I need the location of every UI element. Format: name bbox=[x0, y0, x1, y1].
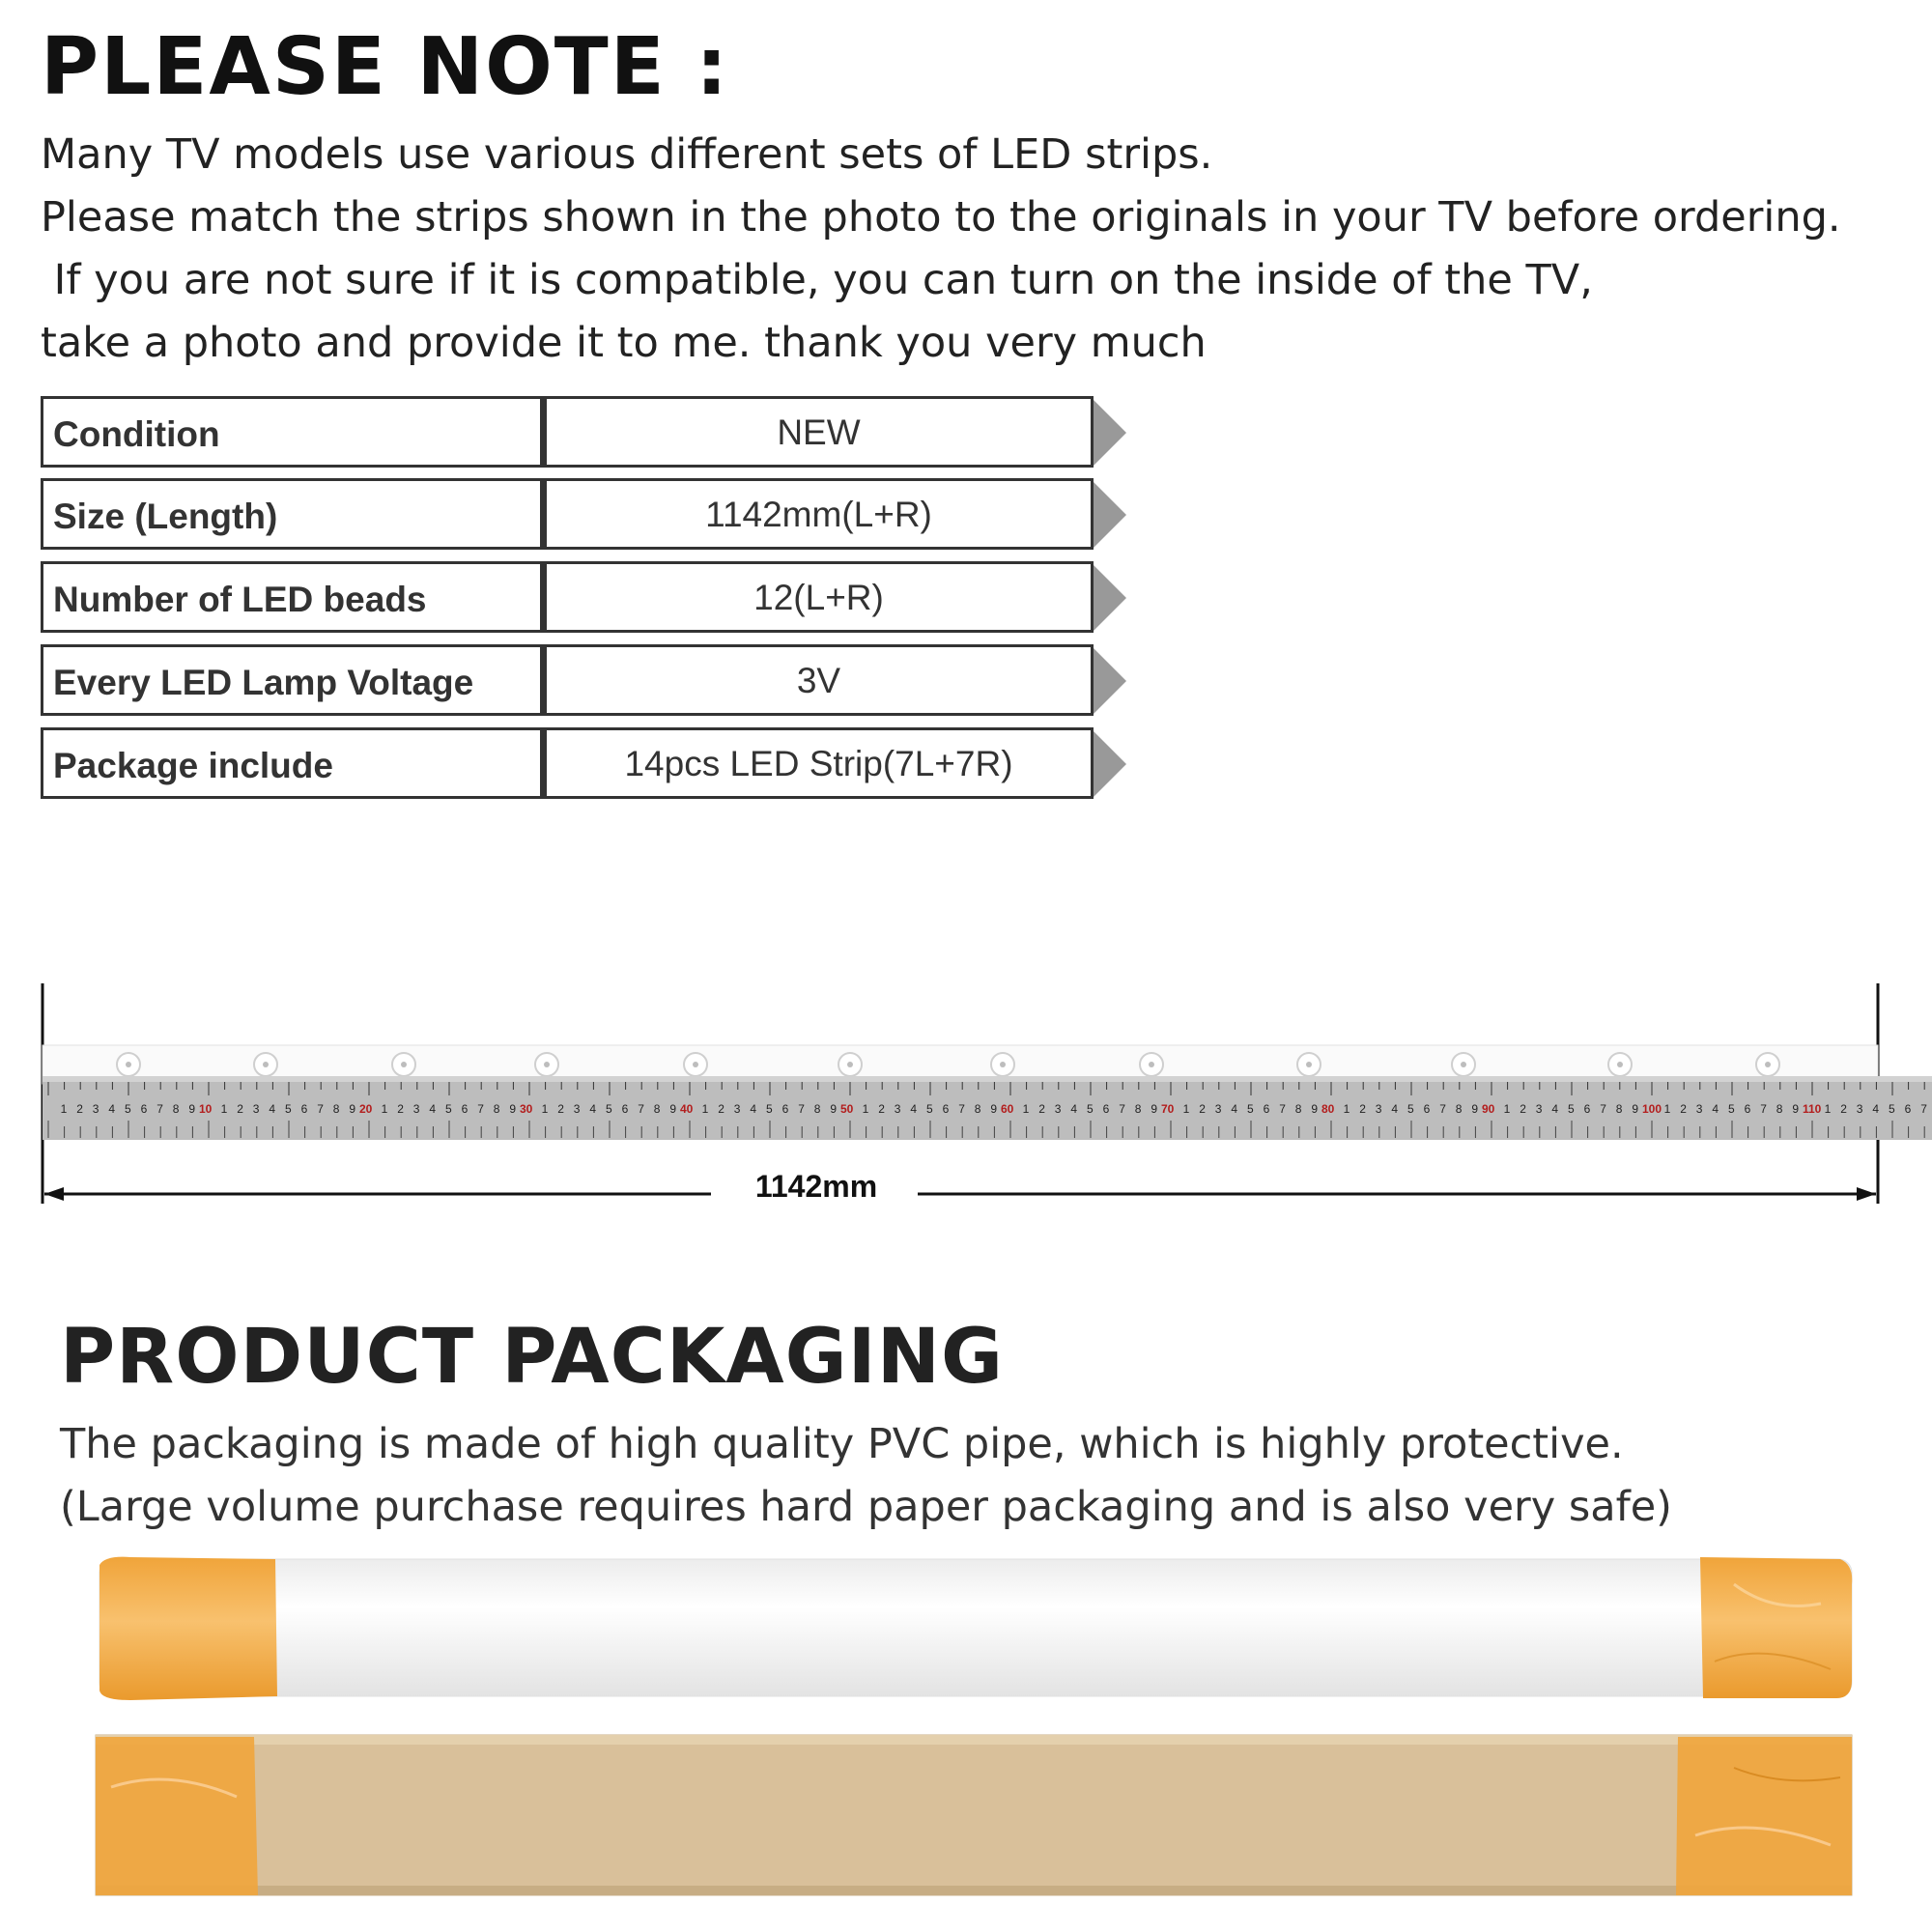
ruler-major-label: 70 bbox=[1161, 1102, 1175, 1116]
ruler-digit: 3 bbox=[1856, 1102, 1863, 1116]
ruler-digit: 2 bbox=[237, 1102, 243, 1116]
ruler-digit: 6 bbox=[1423, 1102, 1431, 1116]
ruler-digit: 9 bbox=[188, 1102, 196, 1116]
ruler-digit: 5 bbox=[766, 1102, 773, 1116]
tape-left bbox=[96, 1737, 258, 1895]
ruler-digit: 1 bbox=[541, 1102, 549, 1116]
ruler-digit: 7 bbox=[156, 1102, 163, 1116]
ruler-major-label: 110 bbox=[1803, 1102, 1822, 1116]
ruler-digit: 3 bbox=[1375, 1102, 1382, 1116]
ruler-digit: 3 bbox=[412, 1102, 420, 1116]
ruler-major-label: 100 bbox=[1642, 1102, 1662, 1116]
ruler-digit: 7 bbox=[1279, 1102, 1286, 1116]
arrow-icon bbox=[1094, 482, 1126, 548]
spec-value: 3V bbox=[543, 644, 1094, 716]
ruler-digit: 9 bbox=[1151, 1102, 1158, 1116]
ruler-digit: 9 bbox=[1311, 1102, 1319, 1116]
ruler-digit: 1 bbox=[1503, 1102, 1511, 1116]
steel-ruler bbox=[43, 1076, 1932, 1140]
ruler-major-label: 20 bbox=[359, 1102, 373, 1116]
ruler-major-label: 40 bbox=[680, 1102, 694, 1116]
arrow-icon bbox=[1094, 648, 1126, 714]
ruler-digit: 6 bbox=[300, 1102, 308, 1116]
spec-label: Size (Length) bbox=[41, 478, 543, 550]
spec-value: 12(L+R) bbox=[543, 561, 1094, 633]
ruler-digit: 5 bbox=[1568, 1102, 1575, 1116]
ruler-digit: 2 bbox=[878, 1102, 885, 1116]
ruler-digit: 7 bbox=[638, 1102, 644, 1116]
ruler-digit: 8 bbox=[653, 1102, 661, 1116]
led-bead-center bbox=[126, 1062, 131, 1067]
packaging-line-2: (Large volume purchase requires hard paper packaging and is also very safe) bbox=[60, 1483, 1672, 1531]
arrow-icon bbox=[1094, 731, 1126, 797]
ruler-digit: 8 bbox=[974, 1102, 981, 1116]
ruler-digit: 5 bbox=[1407, 1102, 1414, 1116]
spec-label: Number of LED beads bbox=[41, 561, 543, 633]
product-packaging-title: PRODUCT PACKAGING bbox=[60, 1314, 1004, 1401]
note-line-3: If you are not sure if it is compatible, you can turn on the inside of the TV, bbox=[41, 256, 1593, 304]
ruler-digit: 9 bbox=[990, 1102, 998, 1116]
ruler-digit: 8 bbox=[1455, 1102, 1463, 1116]
ruler-digit: 5 bbox=[1247, 1102, 1254, 1116]
ruler-digit: 7 bbox=[958, 1102, 965, 1116]
ruler-major-label: 30 bbox=[520, 1102, 533, 1116]
ruler-digit: 1 bbox=[60, 1102, 68, 1116]
spec-row-voltage bbox=[41, 644, 1084, 722]
ruler-digit: 2 bbox=[1359, 1102, 1366, 1116]
ruler-digit: 3 bbox=[573, 1102, 581, 1116]
ruler-digit: 4 bbox=[1391, 1102, 1399, 1116]
ruler-digit: 2 bbox=[1038, 1102, 1045, 1116]
ruler-digit: 4 bbox=[1070, 1102, 1078, 1116]
ruler-digit: 9 bbox=[1471, 1102, 1479, 1116]
ruler-digit: 7 bbox=[1439, 1102, 1446, 1116]
packaging-line-1: The packaging is made of high quality PVC pipe, which is highly protective. bbox=[60, 1420, 1624, 1468]
ruler-digit: 3 bbox=[1214, 1102, 1222, 1116]
ruler-major-label: 60 bbox=[1001, 1102, 1014, 1116]
note-line-1: Many TV models use various different sets of LED strips. bbox=[41, 130, 1213, 179]
ruler-digit: 7 bbox=[477, 1102, 484, 1116]
ruler-digit: 6 bbox=[140, 1102, 148, 1116]
led-bead-center bbox=[401, 1062, 407, 1067]
ruler-digit: 3 bbox=[1535, 1102, 1543, 1116]
spec-row-package bbox=[41, 727, 1084, 805]
ruler-digit: 7 bbox=[798, 1102, 805, 1116]
ruler-digit: 3 bbox=[894, 1102, 901, 1116]
spec-row-size bbox=[41, 478, 1084, 555]
ruler-digit: 5 bbox=[1889, 1102, 1895, 1116]
length-dimension-label: 1142mm bbox=[715, 1169, 918, 1205]
ruler-digit: 9 bbox=[1632, 1102, 1639, 1116]
ruler-digit: 5 bbox=[445, 1102, 452, 1116]
tape-right bbox=[1700, 1557, 1852, 1698]
ruler-digit: 5 bbox=[926, 1102, 933, 1116]
ruler-major-label: 80 bbox=[1321, 1102, 1335, 1116]
ruler-digit: 8 bbox=[332, 1102, 340, 1116]
spec-row-condition bbox=[41, 396, 1084, 473]
ruler-digit: 6 bbox=[1583, 1102, 1591, 1116]
ruler-major-label: 50 bbox=[840, 1102, 854, 1116]
note-line-2: Please match the strips shown in the photo to the originals in your TV before ordering. bbox=[41, 193, 1841, 242]
ruler-digit: 7 bbox=[1920, 1102, 1927, 1116]
ruler-digit: 9 bbox=[1792, 1102, 1800, 1116]
spec-label: Every LED Lamp Voltage bbox=[41, 644, 543, 716]
led-bead-center bbox=[693, 1062, 698, 1067]
ruler-digit: 8 bbox=[1294, 1102, 1302, 1116]
ruler-digit: 2 bbox=[1680, 1102, 1687, 1116]
ruler-digit: 4 bbox=[1872, 1102, 1880, 1116]
tape-right bbox=[1676, 1737, 1852, 1895]
ruler-digit: 1 bbox=[1343, 1102, 1350, 1116]
ruler-digit: 1 bbox=[1824, 1102, 1832, 1116]
ruler-digit: 4 bbox=[910, 1102, 918, 1116]
ruler-digit: 6 bbox=[781, 1102, 789, 1116]
led-bead-center bbox=[847, 1062, 853, 1067]
ruler-digit: 8 bbox=[813, 1102, 821, 1116]
ruler-digit: 5 bbox=[1728, 1102, 1735, 1116]
arrow-right-icon bbox=[1857, 1187, 1876, 1201]
spec-value: 1142mm(L+R) bbox=[543, 478, 1094, 550]
spec-label: Condition bbox=[41, 396, 543, 468]
ruler-digit: 1 bbox=[1182, 1102, 1190, 1116]
ruler-digit: 7 bbox=[1600, 1102, 1606, 1116]
ruler-digit: 9 bbox=[669, 1102, 677, 1116]
ruler-digit: 8 bbox=[1134, 1102, 1142, 1116]
ruler-digit: 6 bbox=[1904, 1102, 1912, 1116]
ruler-digit: 7 bbox=[1119, 1102, 1125, 1116]
led-bead-center bbox=[1000, 1062, 1006, 1067]
ruler-digit: 8 bbox=[172, 1102, 180, 1116]
spec-value: 14pcs LED Strip(7L+7R) bbox=[543, 727, 1094, 799]
led-bead-center bbox=[1765, 1062, 1771, 1067]
note-line-4: take a photo and provide it to me. thank you very much bbox=[41, 319, 1207, 367]
ruler-digit: 7 bbox=[1760, 1102, 1767, 1116]
ruler-digit: 4 bbox=[1231, 1102, 1238, 1116]
ruler-digit: 9 bbox=[830, 1102, 838, 1116]
ruler-digit: 6 bbox=[1263, 1102, 1270, 1116]
spec-row-beads bbox=[41, 561, 1084, 639]
ruler-digit: 2 bbox=[397, 1102, 404, 1116]
arrow-icon bbox=[1094, 565, 1126, 631]
ruler-digit: 4 bbox=[269, 1102, 276, 1116]
ruler-digit: 1 bbox=[220, 1102, 228, 1116]
led-bead-center bbox=[1461, 1062, 1466, 1067]
ruler-digit: 3 bbox=[1695, 1102, 1703, 1116]
ruler-digit: 3 bbox=[1054, 1102, 1062, 1116]
ruler-digit: 2 bbox=[718, 1102, 724, 1116]
ruler-digit: 6 bbox=[461, 1102, 469, 1116]
cardboard-package-image bbox=[92, 1729, 1860, 1903]
tape-left bbox=[99, 1557, 277, 1700]
ruler-digit: 1 bbox=[381, 1102, 388, 1116]
spec-label: Package include bbox=[41, 727, 543, 799]
ruler-major-label: 90 bbox=[1482, 1102, 1495, 1116]
ruler-digit: 4 bbox=[1551, 1102, 1559, 1116]
ruler-digit: 8 bbox=[1615, 1102, 1623, 1116]
ruler-digit: 6 bbox=[942, 1102, 950, 1116]
arrow-left-icon bbox=[44, 1187, 64, 1201]
spec-value: NEW bbox=[543, 396, 1094, 468]
ruler-digit: 9 bbox=[349, 1102, 356, 1116]
ruler-digit: 5 bbox=[125, 1102, 131, 1116]
ruler-digit: 2 bbox=[1840, 1102, 1847, 1116]
ruler-digit: 8 bbox=[1776, 1102, 1783, 1116]
ruler-digit: 5 bbox=[606, 1102, 612, 1116]
ruler-digit: 2 bbox=[76, 1102, 83, 1116]
ruler-digit: 3 bbox=[92, 1102, 99, 1116]
ruler-digit: 9 bbox=[509, 1102, 517, 1116]
ruler-major-label: 10 bbox=[199, 1102, 213, 1116]
ruler-digit: 2 bbox=[1199, 1102, 1206, 1116]
ruler-digit: 1 bbox=[701, 1102, 709, 1116]
ruler-digit: 3 bbox=[252, 1102, 260, 1116]
ruler-digit: 2 bbox=[557, 1102, 564, 1116]
ruler-digit: 2 bbox=[1520, 1102, 1526, 1116]
ruler-digit: 8 bbox=[493, 1102, 500, 1116]
ruler-digit: 1 bbox=[1663, 1102, 1671, 1116]
led-strip-measurement bbox=[0, 976, 1932, 1227]
led-bead-center bbox=[1306, 1062, 1312, 1067]
ruler-digit: 1 bbox=[1022, 1102, 1030, 1116]
ruler-digit: 5 bbox=[285, 1102, 292, 1116]
ruler-digit: 1 bbox=[862, 1102, 869, 1116]
pvc-pipe-image bbox=[92, 1546, 1860, 1710]
led-bead-center bbox=[544, 1062, 550, 1067]
ruler-digit: 4 bbox=[589, 1102, 597, 1116]
ruler-digit: 6 bbox=[621, 1102, 629, 1116]
ruler-digit: 4 bbox=[429, 1102, 437, 1116]
led-bead-center bbox=[1617, 1062, 1623, 1067]
ruler-digit: 7 bbox=[317, 1102, 324, 1116]
please-note-title: PLEASE NOTE : bbox=[41, 21, 730, 113]
ruler-digit: 3 bbox=[733, 1102, 741, 1116]
led-bead-center bbox=[263, 1062, 269, 1067]
dimension-line bbox=[44, 1187, 1876, 1201]
arrow-icon bbox=[1094, 400, 1126, 466]
ruler-digit: 6 bbox=[1102, 1102, 1110, 1116]
ruler-digit: 4 bbox=[108, 1102, 116, 1116]
ruler-digit: 6 bbox=[1744, 1102, 1751, 1116]
led-bead-center bbox=[1149, 1062, 1154, 1067]
ruler-digit: 4 bbox=[750, 1102, 757, 1116]
ruler-digit: 5 bbox=[1087, 1102, 1094, 1116]
ruler-digit: 4 bbox=[1712, 1102, 1719, 1116]
